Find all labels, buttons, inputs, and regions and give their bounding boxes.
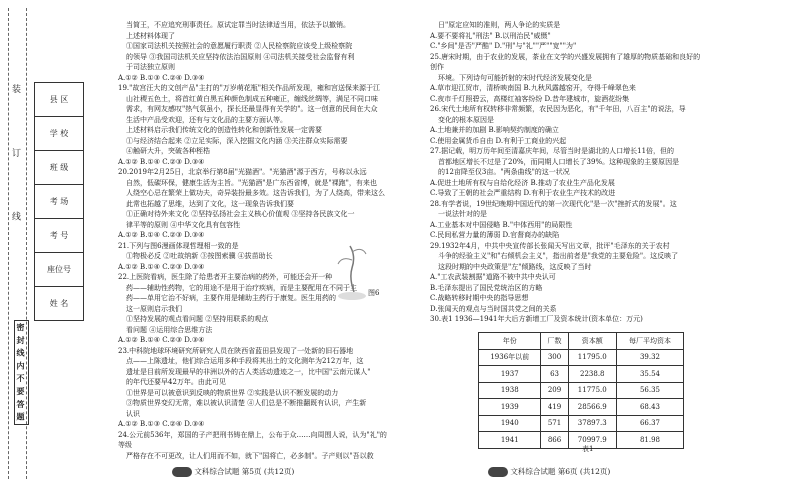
question-text-line: 25.唐宋时期，由于农业的发展，茶业在文学的兴盛发展拥有了雄厚的物质基础和良好的创作: [430, 52, 701, 71]
question-text-line: 29.1932年4月，中共中央宣传部长张闻天写出文章，批评"毛泽东的关于农村: [430, 241, 670, 250]
question-text-line: 遗址是目前所发现最早的非洲以外的古人类活动遗迹之一，比中国"云南元谋人": [126, 367, 371, 376]
figure-6-label: 图6: [368, 289, 380, 297]
question-text-line: 21.下列与图6漫画体现哲理相一致的是: [118, 241, 239, 250]
question-text-line: 当简王，不应追究刑事责任。原试定罪当时法律适当用，依法予以撤销。: [126, 21, 350, 29]
question-text-line: 斗争的经验主义"和"右倾机会主义"，指出前者是"我党的主要危险"。这反映了: [438, 252, 679, 260]
question-text-line: 自然，低碳环保，健康生活为主旨。"光猫酒"是广东西省博，就是"裸跑"，有来也: [126, 178, 377, 187]
question-text-line: 22.上医院看病，医生除了给患者开主要治病的药外，可能还会开一种: [118, 273, 333, 281]
info-field-school: 学 校: [35, 117, 83, 151]
table-header: 厂数: [541, 333, 568, 350]
question-text-line: A.①② B.①④ C.②③ D.③④: [118, 262, 205, 271]
question-text-line: 28.有学者说，19世纪晚期中国近代的第一次现代化"是一次"挫折式的发展"。这: [430, 199, 677, 208]
question-text-line: 药——单用它治不好病，主要作用是辅助主药行于康复。医生用药的: [126, 294, 336, 302]
table-cell: 56.35: [616, 382, 683, 399]
question-text-line: A.①② B.①④ C.②③ D.③④: [118, 157, 205, 166]
question-text-line: C."乡间"是否"严酷" D."刑"与"礼""严""宽""为": [430, 42, 577, 50]
table-row: [479, 415, 684, 432]
question-text-line: 人绕空心忌在繁荣上做功夫，奇异装扮最多效。这告诉我们，为了人绕高，带来这么: [126, 189, 385, 197]
table-cell: 1937: [479, 366, 541, 383]
question-text-line: 24.公元前536年，郑国的子产把刑书铸在鼎上，公布于众……向周围人说，认为"礼"的等级: [118, 430, 387, 449]
question-text-line: 这一原则启示我们: [126, 304, 182, 313]
question-text-line: 变化的根本原因是: [438, 115, 494, 124]
question-text-line: ①物极必反 ②吐故纳新 ③按图索骥 ④拔苗助长: [126, 252, 273, 260]
question-text-line: A.草市迎江贸市，清桥映南国 B.九秋风露越窑开，夺得千峰翠色来: [430, 84, 636, 92]
table-cell: 35.54: [616, 366, 683, 383]
table-cell: 28566.9: [568, 399, 616, 416]
question-text-line: ①坚持发展的观点看问题 ②坚持用联系的观点: [126, 315, 269, 323]
table-cell: 419: [541, 399, 568, 416]
table-cell: 300: [541, 349, 568, 366]
question-text-line: A.①② B.①③ C.②④ D.③④: [118, 420, 205, 428]
question-text-line: C.夜市千灯照碧云，高楼红袖客纷纷 D.昔年建城市，旋酒花纷集: [430, 94, 630, 103]
table-cell: 209: [541, 382, 568, 399]
question-text-line: 环境。下列诗句可能折射的宋时代经济发展变化是: [438, 73, 592, 82]
question-text-line: C.民间私营力量的薄弱 D.官督商办的缺陷: [430, 231, 560, 239]
question-text-line: 需求，有网友感叹"热气氛虽小，探长还最显得有关学的"。这一创意的民间在大众: [126, 105, 378, 113]
page5-footer-text: 文科综合试题 第5页 (共12页): [194, 467, 295, 476]
question-text-line: 20.2019年2月25日，北京举行第8届"光猫酒"。"光猫酒"源于西方，号称以永远: [118, 168, 367, 176]
question-text-line: D.张闻天的观点与当时国共党之间的关系: [430, 304, 557, 313]
info-field-county: 县 区: [35, 83, 83, 117]
question-text-line: ①正确对待外来文化 ②坚持弘扬社会主义核心价值观 ③坚持各民族文化一: [126, 210, 355, 218]
question-text-line: 的12亩降至仅3亩。"两条曲线"的这一状况: [438, 168, 570, 176]
no-answer-notice: 密 封 线 内 不 要 答 题: [14, 320, 29, 425]
question-text-line: 的领导 ③我国司法机关应坚持依法治国原则 ④司法机关接受社会监督有利: [126, 52, 355, 61]
info-field-seat: 座位号: [35, 253, 83, 287]
question-text-line: 看问题 ④运用综合思维方法: [126, 325, 213, 334]
table-1-factory-capital: [478, 332, 684, 449]
page5-footer: [172, 466, 294, 477]
footer-logo-icon: [172, 467, 192, 477]
question-text-line: 认识: [126, 409, 140, 418]
question-text-line: B.毛泽东提出了国民党统治区的方略: [430, 283, 543, 292]
question-text-line: A.①② B.①③ C.②④ D.③④: [118, 73, 205, 82]
table-cell: 39.32: [616, 349, 683, 366]
info-field-exam-number: 考 号: [35, 219, 83, 253]
binding-sidebar: [0, 0, 88, 476]
question-text-line: 30.表1 1936—1941年大后方新增工厂及资本统计(资本单位：万元): [430, 315, 643, 323]
table-row: [479, 349, 684, 366]
page6-footer: [488, 466, 610, 477]
question-text-line: 这段时期的中央政策是"左"倾路线，这反映了当时: [438, 262, 592, 271]
page6-footer-text: 文科综合试题 第6页 (共12页): [510, 467, 611, 476]
table-row: [479, 382, 684, 399]
info-field-name: 姓 名: [49, 299, 69, 308]
table-header: 年份: [479, 333, 541, 350]
question-text-line: A."工农武装割据"道路不被中共中央认可: [430, 273, 556, 281]
question-text-line: 此常也拓越了思维，达到了文化，这一现象告诉我们要: [126, 199, 294, 208]
question-text-line: C.战略转移时期中央的指导思想: [430, 294, 529, 302]
question-text-line: A.土地兼并的加剧 B.影响契约制度的确立: [430, 126, 559, 134]
table-cell: 68.43: [616, 399, 683, 416]
table-cell: 1941: [479, 432, 541, 449]
table-cell: 1938: [479, 382, 541, 399]
table-cell: 11775.0: [568, 382, 616, 399]
question-text-line: A.①② B.①④ C.②③ D.③④: [118, 336, 205, 344]
table-header: 每厂平均资本: [616, 333, 683, 350]
table-cell: 866: [541, 432, 568, 449]
question-text-line: 的年代还要早42万年。由此可见: [126, 378, 226, 386]
question-text-line: 一说法针对的是: [438, 210, 487, 218]
table-row: [479, 432, 684, 449]
figure-6-cartoon: [322, 238, 382, 308]
footer-logo-icon: [488, 467, 508, 477]
question-text-line: C.使用金属货币自由 D.有利于工商业的兴起: [430, 136, 567, 145]
question-text-line: 23.中科院地球环境研究所研究人员在陕西省蓝田县发现了一处新的旧石器地: [118, 346, 354, 355]
table-cell: 2238.8: [568, 366, 616, 383]
table-cell: 1940: [479, 415, 541, 432]
info-field-class: 班 级: [35, 151, 83, 185]
table-header-row: [479, 333, 684, 350]
page6-column: [430, 20, 702, 325]
question-text-line: ①世界是可以被意识到反映的物质世界 ②实践是认识不断发展的动力: [126, 388, 339, 397]
question-text-line: 19."故宫汪大的文创产品"主打的"万岁萌花瓶"相关作品所发现，雍和宫送保来源于江: [118, 84, 381, 92]
question-text-line: 律平等的原则 ④中华文化具有包容性: [126, 220, 241, 229]
table-row: [479, 366, 684, 383]
question-text-line: A.工业基本对中国侵略 B."中体西用"的局限性: [430, 220, 573, 229]
question-text-line: 点——上陈遗址，他们综合运用多种手段将其出土的文化测年为212万年，这: [126, 357, 364, 365]
question-text-line: 于司法独立原则: [126, 63, 175, 71]
question-text-line: 26.宋代土地所有权转移非常频繁，农民因为恶化，有"千年田，八百主"的说法，导: [430, 105, 686, 113]
question-text-line: 上述材料启示我们传统文化的创造性转化和创新性发展一定需要: [126, 126, 322, 134]
question-text-line: A.促进土地所有权与自给化经济 B.推动了农业生产品化发展: [430, 178, 615, 187]
table-caption: 表1: [582, 445, 594, 453]
info-field-exam-room: 考 场: [35, 185, 83, 219]
table-cell: 1936年以前: [479, 349, 541, 366]
binding-line-text: 装 订 线: [10, 84, 20, 247]
question-text-line: 药——辅助性药物，它的用途不是用于治疗疾病，而是主要配用在不同于主: [126, 283, 357, 292]
question-text-line: 严格存在不可更改，让人们用而不如，就下"国将亡，必多制"。子产则以"吾以救: [126, 451, 374, 460]
question-text-line: 山社稷五色土，将首红黄白黑五种颜色制成五种雍正，缠线丝绸等，满足不同口味: [126, 94, 378, 103]
question-text-line: C.导致了王朝的社会严重结构 D.有利于农业生产技术的改进: [430, 189, 616, 197]
table-cell: 63: [541, 366, 568, 383]
question-text-line: 生活中产品受欢迎，还有与文化品的主要方面认等。: [126, 115, 287, 124]
table-cell: 70997.9: [568, 432, 616, 449]
question-text-line: 日"原定应知的准则，两人争论的实质是: [438, 21, 561, 29]
table-cell: 81.98: [616, 432, 683, 449]
question-text-line: 27.据记载，明万历年间至清嘉庆年间，尽管当时是湖北的人口增长11倍，但的: [430, 147, 675, 155]
table-cell: 1939: [479, 399, 541, 416]
table-header: 资本额: [568, 333, 616, 350]
student-info-table: [34, 82, 84, 321]
table-row: [479, 399, 684, 416]
table-cell: 11795.0: [568, 349, 616, 366]
table-cell: 37897.3: [568, 415, 616, 432]
question-text-line: ③物质世界变幻无常，难以被认识清楚 ④人们总是不断推翻既有认识，产生新: [126, 399, 367, 407]
question-text-line: A.要不要将礼"刑法" B.以刑治民"威慑": [430, 31, 551, 40]
question-text-line: ①国家司法机关按照社会的意愿履行职责 ②人民检察院应该受上级检察院: [126, 42, 353, 50]
table-cell: 571: [541, 415, 568, 432]
table-cell: 66.37: [616, 415, 683, 432]
question-text-line: ①与经济结合起来 ②立足实际，深入挖掘文化内涵 ③关注群众实际需要: [126, 136, 348, 145]
question-text-line: A.①② B.①④ C.②③ D.③④: [118, 231, 205, 239]
question-text-line: 上述材料体现了: [126, 31, 175, 40]
question-text-line: 首都地区增长不过是了20%，而同期人口增长了39%。这种现象的主要原因是: [438, 157, 680, 166]
question-text-line: ④触研大升，突破各种桎梏: [126, 147, 210, 155]
